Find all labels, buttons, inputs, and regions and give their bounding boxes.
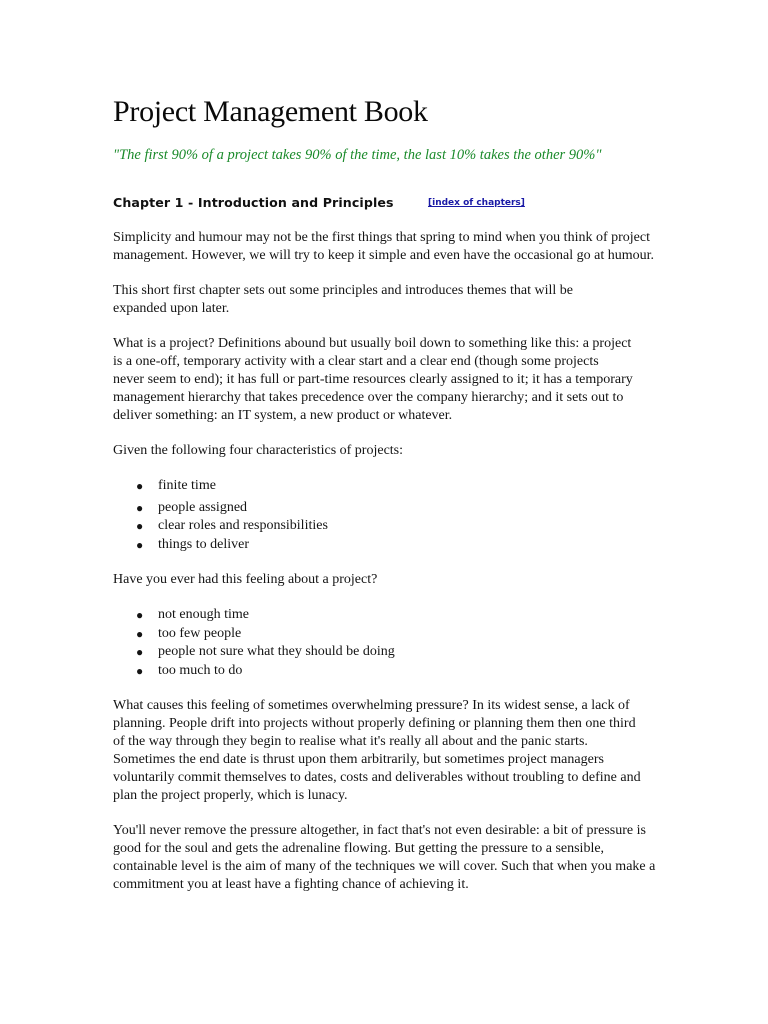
paragraph-pressure-management: You'll never remove the pressure altogether, in fact that's not even desirable: a bit of pressure is good for the soul and gets the adrenaline flowing. But getting the pressure to a sensible, containable level is the aim of many of the techniques we will cover. Such that when you make a commitment you at least have a fighting chance of achieving it.: [113, 823, 656, 892]
bullet-icon: ●: [136, 537, 144, 552]
bullet-icon: ●: [136, 519, 144, 533]
bullet-icon: ●: [136, 479, 144, 493]
bullet-icon: ●: [136, 663, 144, 678]
list-item: ● people assigned: [158, 499, 658, 518]
list-item: ● finite time: [158, 477, 658, 496]
paragraph-characteristics-intro: Given the following four characteristics of projects:: [113, 443, 404, 458]
list-item: ● clear roles and responsibilities: [158, 517, 658, 536]
index-of-chapters-link[interactable]: [index of chapters]: [428, 198, 525, 208]
list-item: ● not enough time: [158, 606, 658, 625]
chapter-header: [113, 194, 658, 212]
feelings-list: [113, 606, 658, 680]
paragraph-pressure-causes: What causes this feeling of sometimes overwhelming pressure? In its widest sense, a lack of planning. People drift into projects without properly defining or planning them then one third of the way through they begin to realise what it's really all about and the panic starts. Sometimes the end date is thrust upon them arbitrarily, but sometimes project managers voluntarily commit themselves to dates, costs and deliverables without troubling to define and plan the project properly, which is lunacy.: [113, 698, 641, 803]
paragraph-chapter-overview: This short first chapter sets out some principles and introduces themes that will be expanded upon later.: [113, 283, 573, 316]
document-page: [113, 92, 658, 894]
page-title: Project Management Book: [113, 95, 428, 128]
characteristics-list: [113, 477, 658, 554]
bullet-icon: ●: [136, 626, 144, 641]
list-item: ● too much to do: [158, 662, 658, 681]
list-item: ● things to deliver: [158, 536, 658, 555]
bullet-icon: ●: [136, 645, 144, 659]
chapter-title: Chapter 1 - Introduction and Principles: [113, 195, 394, 210]
bullet-icon: ●: [136, 500, 144, 515]
paragraph-project-definition: What is a project? Definitions abound but usually boil down to something like this: a project is a one-off, temporary activity with a clear start and a clear end (though some projects never seem to end); it has full or part-time resources clearly assigned to it; it has a temporary management hierarchy that takes precedence over the company hierarchy; and it sets out to deliver something: an IT system, a new product or whatever.: [113, 336, 633, 423]
list-item: ● too few people: [158, 625, 658, 644]
list-item: ● people not sure what they should be doing: [158, 643, 658, 662]
paragraph-feelings-intro: Have you ever had this feeling about a project?: [113, 572, 378, 587]
bullet-icon: ●: [136, 608, 144, 622]
epigraph-quote: "The first 90% of a project takes 90% of the time, the last 10% takes the other 90%": [113, 147, 602, 163]
paragraph-intro: Simplicity and humour may not be the first things that spring to mind when you think of project management. However, we will try to keep it simple and even have the occasional go at humour.: [113, 230, 654, 263]
